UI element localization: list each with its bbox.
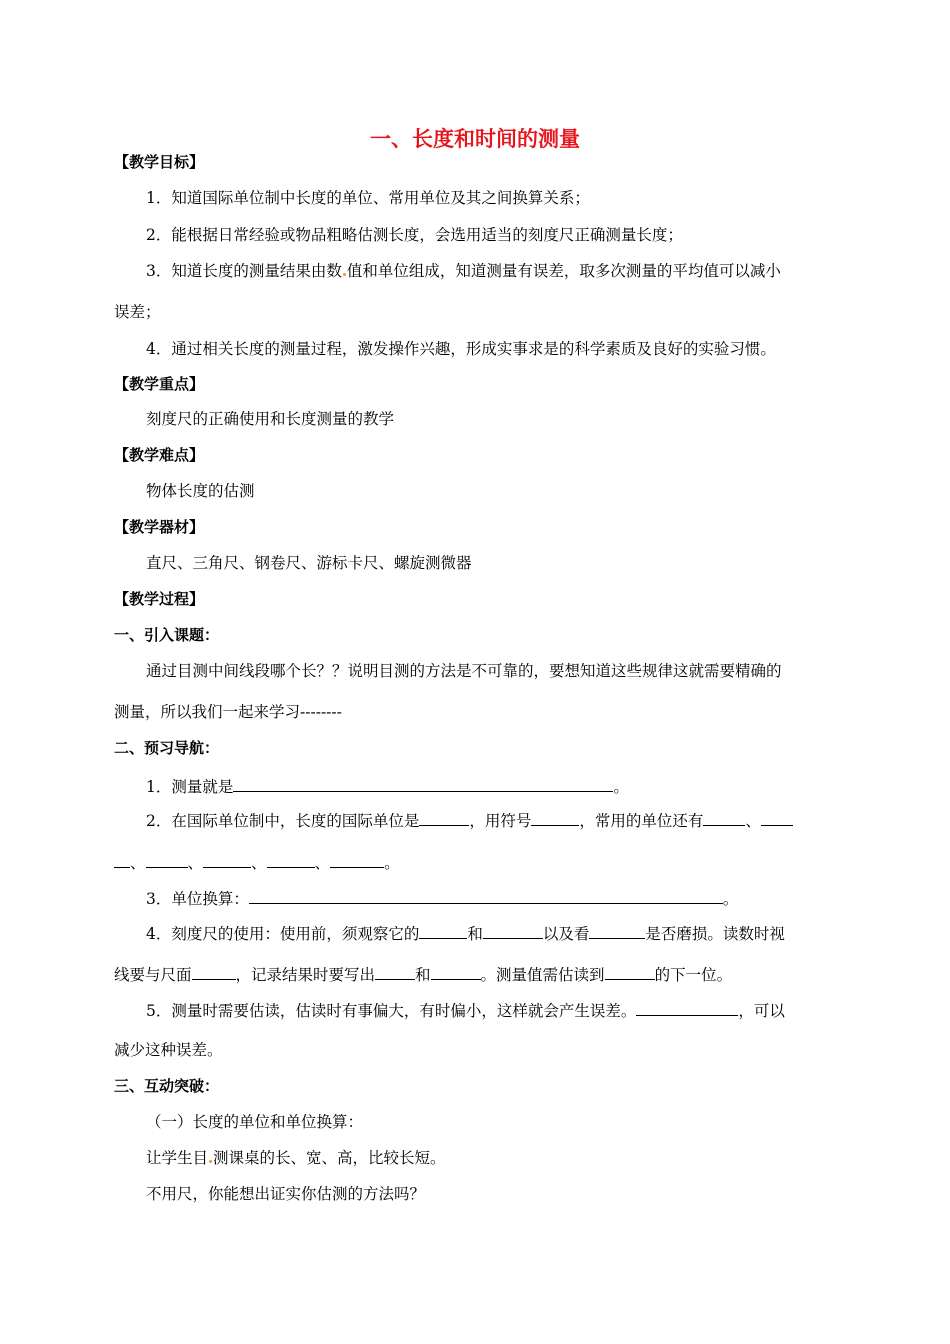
equipment-heading: 【教学器材】 <box>114 518 205 536</box>
difficulties-heading: 【教学难点】 <box>114 446 205 464</box>
preview-q1: 1．测量就是 。 <box>146 775 629 797</box>
objective-item-4: 4．通过相关长度的测量过程，激发操作兴趣，形成实事求是的科学素质及良好的实验习惯。 <box>146 340 776 358</box>
answer-blank[interactable] <box>419 809 469 826</box>
answer-blank[interactable] <box>703 809 745 826</box>
answer-blank[interactable] <box>192 963 236 980</box>
objectives-heading: 【教学目标】 <box>114 153 205 171</box>
interactive-line-1: 让学生目 测课桌的长、宽、高，比较长短。 <box>146 1149 446 1167</box>
answer-blank[interactable] <box>589 922 645 939</box>
answer-blank[interactable] <box>330 851 384 868</box>
equipment-text: 直尺、三角尺、钢卷尺、游标卡尺、螺旋测微器 <box>146 554 472 572</box>
answer-blank[interactable] <box>761 809 793 826</box>
key-points-heading: 【教学重点】 <box>114 375 205 393</box>
interactive-sub-heading: （一）长度的单位和单位换算： <box>146 1113 364 1131</box>
preview-heading: 二、预习导航： <box>114 739 220 757</box>
preview-q2-cont: 、 、 、 、 。 <box>114 851 400 873</box>
decorative-dot <box>343 273 346 276</box>
preview-q3: 3．单位换算： 。 <box>146 887 738 909</box>
answer-blank[interactable] <box>146 851 188 868</box>
preview-q2: 2．在国际单位制中，长度的国际单位是 ，用符号 ，常用的单位还有 、 <box>146 809 793 831</box>
page-title: 一、长度和时间的测量 <box>370 127 580 151</box>
preview-q5-cont: 减少这种误差。 <box>114 1041 223 1059</box>
key-points-text: 刻度尺的正确使用和长度测量的教学 <box>146 410 395 428</box>
intro-heading: 一、引入课题： <box>114 626 220 644</box>
objective-item-3: 3．知道长度的测量结果由数 值和单位组成，知道测量有误差，取多次测量的平均值可以减小 <box>146 262 781 280</box>
difficulties-text: 物体长度的估测 <box>146 482 255 500</box>
answer-blank[interactable] <box>249 887 723 904</box>
process-heading: 【教学过程】 <box>114 590 205 608</box>
decorative-dot <box>209 1160 212 1163</box>
answer-blank[interactable] <box>431 963 481 980</box>
objective-item-3-cont: 误差； <box>114 303 161 321</box>
answer-blank[interactable] <box>636 999 738 1016</box>
preview-q4-cont: 线要与尺面 ，记录结果时要写出 和 。测量值需估读到 的下一位。 <box>114 963 732 985</box>
intro-line-1: 通过目测中间线段哪个长？？说明目测的方法是不可靠的，要想知道这些规律这就需要精确的 <box>146 662 782 680</box>
objective-item-2: 2．能根据日常经验或物品粗略估测长度，会选用适当的刻度尺正确测量长度； <box>146 226 683 244</box>
interactive-heading: 三、互动突破： <box>114 1077 220 1095</box>
answer-blank[interactable] <box>375 963 415 980</box>
preview-q5: 5．测量时需要估读，估读时有事偏大，有时偏小，这样就会产生误差。 ，可以 <box>146 999 785 1021</box>
answer-blank[interactable] <box>267 851 315 868</box>
answer-blank[interactable] <box>203 851 251 868</box>
preview-q4: 4．刻度尺的使用：使用前，须观察它的 和 以及看 是否磨损。读数时视 <box>146 922 785 944</box>
answer-blank[interactable] <box>605 963 655 980</box>
answer-blank[interactable] <box>114 851 130 868</box>
intro-line-2: 测量，所以我们一起来学习-------- <box>114 703 342 721</box>
answer-blank[interactable] <box>233 775 613 792</box>
answer-blank[interactable] <box>419 922 467 939</box>
answer-blank[interactable] <box>531 809 579 826</box>
interactive-line-2: 不用尺，你能想出证实你估测的方法吗？ <box>146 1185 426 1203</box>
objective-item-1: 1．知道国际单位制中长度的单位、常用单位及其之间换算关系； <box>146 189 590 207</box>
answer-blank[interactable] <box>483 922 543 939</box>
